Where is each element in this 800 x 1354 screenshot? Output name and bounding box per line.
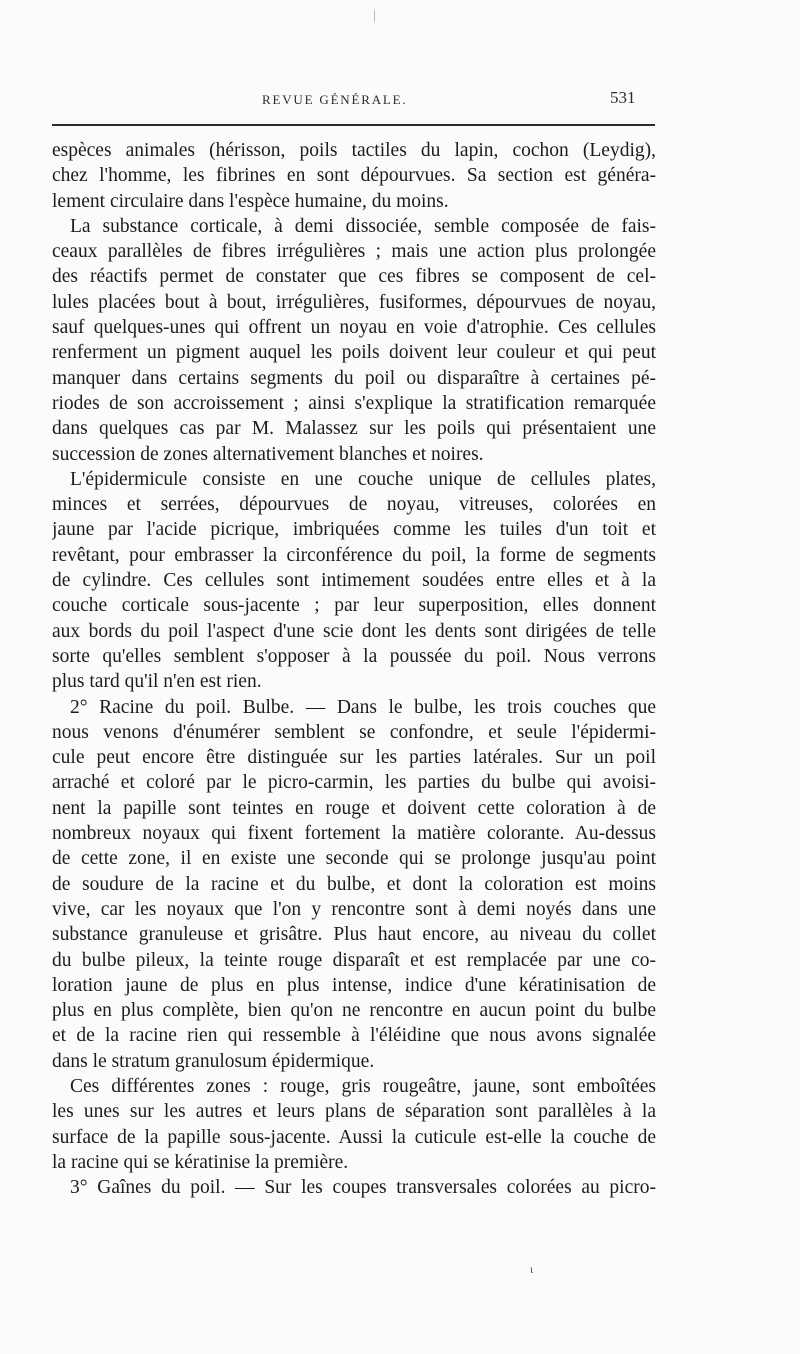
text-line: revêtant, pour embrasser la circonférence du poil, la forme de segments bbox=[52, 544, 656, 566]
text-line: chez l'homme, les fibrines en sont dépourvues. Sa section est généra- bbox=[52, 165, 656, 187]
text-line: sorte qu'elles semblent s'opposer à la poussée du poil. Nous verrons bbox=[52, 645, 656, 667]
text-line: La substance corticale, à demi dissociée, semble composée de fais- bbox=[70, 215, 656, 237]
text-line: espèces animales (hérisson, poils tactiles du lapin, cochon (Leydig), bbox=[52, 140, 656, 161]
text-line: dans le stratum granulosum épidermique. bbox=[52, 1050, 375, 1072]
text-line: du bulbe pileux, la teinte rouge disparaît et est remplacée par une co- bbox=[52, 949, 656, 971]
text-line: substance granuleuse et grisâtre. Plus haut encore, au niveau du collet bbox=[52, 924, 656, 946]
text-line: nous venons d'énumérer semblent se confondre, et seule l'épidermi- bbox=[52, 721, 656, 743]
text-line: dans quelques cas par M. Malassez sur les poils qui présentaient une bbox=[52, 418, 656, 440]
body-text bbox=[52, 138, 656, 1200]
text-line: de soudure de la racine et du bulbe, et dont la coloration est moins bbox=[52, 873, 656, 895]
text-line: plus tard qu'il n'en est rien. bbox=[52, 671, 262, 693]
text-line: la racine qui se kératinise la première. bbox=[52, 1151, 349, 1173]
text-line: jaune par l'acide picrique, imbriquées comme les tuiles d'un toit et bbox=[52, 519, 656, 541]
text-line: des réactifs permet de constater que ces fibres se composent de cel- bbox=[52, 266, 656, 288]
header-rule bbox=[52, 124, 655, 126]
text-line: surface de la papille sous-jacente. Aussi la cuticule est-elle la couche de bbox=[52, 1126, 656, 1148]
text-line: lement circulaire dans l'espèce humaine, du moins. bbox=[52, 190, 449, 212]
text-line: nent la papille sont teintes en rouge et doivent cette coloration à de bbox=[52, 797, 656, 819]
text-line: arraché et coloré par le picro-carmin, les parties du bulbe qui avoisi- bbox=[52, 772, 656, 794]
page-number: 531 bbox=[610, 88, 636, 107]
text-line: cule peut encore être distinguée sur les parties latérales. Sur un poil bbox=[52, 747, 656, 769]
text-line: les unes sur les autres et leurs plans de séparation sont parallèles à la bbox=[52, 1101, 656, 1123]
text-line: sauf quelques-unes qui offrent un noyau en voie d'atrophie. Ces cellules bbox=[52, 317, 656, 339]
page-top-mark bbox=[374, 10, 375, 22]
text-line: riodes de son accroissement ; ainsi s'explique la stratification remarquée bbox=[52, 392, 656, 414]
text-line: aux bords du poil l'aspect d'une scie dont les dents sont dirigées de telle bbox=[52, 620, 656, 642]
text-line: lules placées bout à bout, irrégulières, fusiformes, dépourvues de noyau, bbox=[52, 291, 656, 313]
text-line: loration jaune de plus en plus intense, indice d'une kératinisation de bbox=[52, 974, 656, 996]
text-line: ceaux parallèles de fibres irrégulières ; mais une action plus prolongée bbox=[52, 241, 656, 263]
text-line: Ces différentes zones : rouge, gris rougeâtre, jaune, sont emboîtées bbox=[70, 1075, 656, 1097]
text-line: nombreux noyaux qui fixent fortement la matière colorante. Au-dessus bbox=[52, 823, 656, 845]
text-line: renferment un pigment auquel les poils doivent leur couleur et qui peut bbox=[52, 342, 656, 364]
text-line: vive, car les noyaux que l'on y rencontre sont à demi noyés dans une bbox=[52, 898, 656, 920]
text-line: minces et serrées, dépourvues de noyau, vitreuses, colorées en bbox=[52, 494, 656, 516]
text-line: 3° Gaînes du poil. — Sur les coupes transversales colorées au picro- bbox=[70, 1177, 656, 1199]
footer-mark: ι bbox=[530, 1262, 534, 1276]
running-title: REVUE GÉNÉRALE. bbox=[262, 92, 408, 107]
text-line: L'épidermicule consiste en une couche unique de cellules plates, bbox=[70, 468, 656, 490]
text-line: 2° Racine du poil. Bulbe. — Dans le bulbe, les trois couches que bbox=[70, 696, 656, 718]
text-line: manquer dans certains segments du poil ou disparaître à certaines pé- bbox=[52, 367, 656, 389]
text-line: de cette zone, il en existe une seconde qui se prolonge jusqu'au point bbox=[52, 848, 656, 870]
text-line: succession de zones alternativement blanches et noires. bbox=[52, 443, 484, 465]
text-line: couche corticale sous-jacente ; par leur superposition, elles donnent bbox=[52, 595, 656, 617]
page-header bbox=[50, 88, 656, 116]
text-line: et de la racine rien qui ressemble à l'éléidine que nous avons signalée bbox=[52, 1025, 656, 1047]
text-line: plus en plus complète, bien qu'on ne rencontre en aucun point du bulbe bbox=[52, 1000, 656, 1022]
text-line: de cylindre. Ces cellules sont intimement soudées entre elles et à la bbox=[52, 570, 656, 592]
